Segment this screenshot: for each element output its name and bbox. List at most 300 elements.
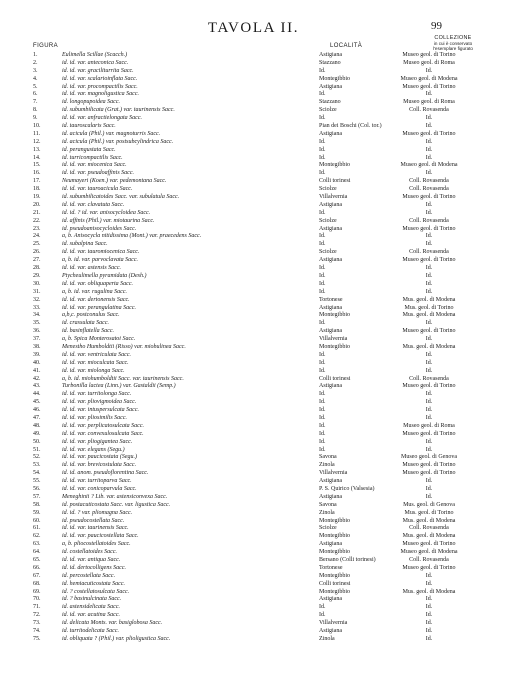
locality: Id. xyxy=(319,170,326,177)
column-header-figura: FIGURA xyxy=(33,43,59,49)
species-name: id. longopupoidea Sacc. xyxy=(62,99,120,106)
collection: Id. xyxy=(425,399,433,406)
locality: Id. xyxy=(319,288,326,295)
figure-number: 39. xyxy=(33,351,41,358)
locality: Montegibbio xyxy=(319,312,350,319)
list-item xyxy=(0,589,507,597)
species-name: a, b. id. miohumboldtii Sacc. var. taurinensis Sacc. xyxy=(62,375,184,382)
locality: Id. xyxy=(319,359,326,366)
figure-number: 8. xyxy=(33,107,38,114)
figure-number: 49. xyxy=(33,430,41,437)
figure-number: 58. xyxy=(33,501,41,508)
list-item xyxy=(0,525,507,533)
species-name: id. id. var. graciliturrita Sacc. xyxy=(62,67,134,74)
list-item xyxy=(0,399,507,407)
locality: Astigiana xyxy=(319,201,342,208)
collection: Coll. Rovasenda xyxy=(409,186,449,193)
species-name: id. acicula (Phil.) var. magnoturris Sacc. xyxy=(62,130,161,137)
species-name: a, b. pliocostellatoides Sacc. xyxy=(62,541,131,548)
collection: Id. xyxy=(425,446,433,453)
figure-number: 57. xyxy=(33,493,41,500)
figure-number: 55. xyxy=(33,478,41,485)
list-item xyxy=(0,84,507,92)
list-item xyxy=(0,131,507,139)
figure-number: 32. xyxy=(33,296,41,303)
locality: Astigiana xyxy=(319,596,342,603)
species-name: id. id. var. antiqua Sacc. xyxy=(62,557,121,563)
locality: Id. xyxy=(319,430,326,437)
locality: Sciolze xyxy=(319,217,337,224)
list-item xyxy=(0,155,507,163)
list-item xyxy=(0,218,507,226)
list-item xyxy=(0,628,507,636)
species-name: a, b. Spica Monterosatoi Sacc. xyxy=(62,336,136,343)
figure-number: 25. xyxy=(33,241,41,248)
list-item xyxy=(0,360,507,368)
locality: Montegibbio xyxy=(319,75,350,82)
species-name: id. id. var. tauroacicula Sacc. xyxy=(62,186,133,193)
list-item xyxy=(0,320,507,328)
figure-number: 23. xyxy=(33,225,41,232)
list-item xyxy=(0,494,507,502)
figure-number: 15. xyxy=(33,162,41,169)
collection: Id. xyxy=(425,620,433,627)
list-item xyxy=(0,289,507,297)
collection: Id. xyxy=(425,265,433,272)
figure-number: 27. xyxy=(33,257,41,264)
list-item xyxy=(0,557,507,565)
list-item xyxy=(0,107,507,115)
species-name: id. astensidelicata Sacc. xyxy=(62,604,120,611)
figure-number: 2. xyxy=(33,59,38,66)
locality: Colli torinesi xyxy=(319,375,351,382)
figure-number: 13. xyxy=(33,146,41,153)
collection: Id. xyxy=(425,336,433,343)
collection: Coll. Rovasenda xyxy=(409,557,449,563)
figure-number: 60. xyxy=(33,517,41,524)
list-item xyxy=(0,454,507,462)
collection: Mus. geol. di Modena xyxy=(402,296,456,303)
figure-number: 45. xyxy=(33,399,41,406)
species-name: id. delicata Monts. var. basiglobosa Sacc. xyxy=(62,620,163,627)
collection: Museo geol. di Torino xyxy=(402,225,456,232)
figure-number: 4. xyxy=(33,75,38,82)
collection: Id. xyxy=(425,604,433,611)
figure-number: 9. xyxy=(33,115,38,122)
list-item xyxy=(0,139,507,147)
species-name: id. id. dertocolligens Sacc. xyxy=(62,564,126,571)
collection: Mus. geol. di Modena xyxy=(402,343,456,350)
species-name: id. id. var. procompactilis Sacc. xyxy=(62,83,138,90)
locality: Astigiana xyxy=(319,493,342,500)
figure-number: 59. xyxy=(33,509,41,516)
locality: Id. xyxy=(319,241,326,248)
locality: Astigiana xyxy=(319,628,342,635)
locality: Id. xyxy=(319,367,326,374)
list-item xyxy=(0,115,507,123)
collection: Coll. Rovasenda xyxy=(409,525,449,532)
species-name: id. id. var. paucicostellata Sacc. xyxy=(62,533,139,540)
collection: Id. xyxy=(425,485,433,492)
figure-number: 12. xyxy=(33,138,41,145)
collection: Museo geol. di Torino xyxy=(402,470,456,477)
list-item xyxy=(0,352,507,360)
list-item xyxy=(0,407,507,415)
species-name: id. id. var. magnoligustica Sacc. xyxy=(62,91,139,98)
species-name: id. id. var. elegans (Segu.) xyxy=(62,446,125,453)
collection: Id. xyxy=(425,635,433,642)
locality: Colli torinesi xyxy=(319,178,351,185)
figure-number: 28. xyxy=(33,265,41,272)
locality: Id. xyxy=(319,115,326,122)
species-name: id. id. var. turritolonga Sacc. xyxy=(62,391,132,398)
figure-number: 18. xyxy=(33,186,41,193)
species-name: id. id. var. scalarioinflata Sacc. xyxy=(62,75,138,82)
collection: Id. xyxy=(425,320,433,327)
collection: Museo geol. di Torino xyxy=(402,383,456,390)
collection: Id. xyxy=(425,241,433,248)
figure-number: 10. xyxy=(33,123,41,130)
collection: Coll. Rovasenda xyxy=(409,375,449,382)
collection: Id. xyxy=(425,612,433,619)
list-item xyxy=(0,478,507,486)
locality: Savona xyxy=(319,454,337,461)
species-name: id. costellatoides Sacc. xyxy=(62,549,117,556)
list-item xyxy=(0,541,507,549)
locality: Id. xyxy=(319,399,326,406)
figure-number: 1. xyxy=(33,52,38,58)
species-name: id. pseudocostellata Sacc. xyxy=(62,517,125,524)
species-name: id. id. var. brevicostulata Sacc. xyxy=(62,462,137,469)
list-item xyxy=(0,596,507,604)
figure-number: 20. xyxy=(33,201,41,208)
figure-number: 47. xyxy=(33,414,41,421)
locality: Montegibbio xyxy=(319,572,350,579)
collection: Coll. Rovasenda xyxy=(409,217,449,224)
figure-number: 43. xyxy=(33,383,41,390)
locality: Id. xyxy=(319,67,326,74)
list-item xyxy=(0,604,507,612)
figure-number: 22. xyxy=(33,217,41,224)
species-name: id. id. var. clavatuta Sacc. xyxy=(62,201,125,208)
locality: Astigiana xyxy=(319,130,342,137)
figure-number: 33. xyxy=(33,304,41,311)
species-name: id. id. var. intuspersulcata Sacc. xyxy=(62,407,139,414)
species-name: id. id. var. perangulatina Sacc. xyxy=(62,304,136,311)
collection: Museo geol. di Torino xyxy=(402,541,456,548)
collection: Mus. geol. di Modena xyxy=(402,588,456,595)
figure-number: 19. xyxy=(33,194,41,201)
species-name: Turbonilla lactea (Linn.) var. Gastaldii (Semp.) xyxy=(62,383,176,390)
figure-number: 71. xyxy=(33,604,41,611)
locality: Tortonese xyxy=(319,564,343,571)
species-name: id. id. anom. pseudoflorentina Sacc. xyxy=(62,470,149,477)
species-name: id. hemiacuticostata Sacc. xyxy=(62,580,125,587)
species-name: a, b. Anisocycla nitidissima (Mont.) var. praecedens Sacc. xyxy=(62,233,202,240)
species-name: a, b. id. var. parvoclavata Sacc. xyxy=(62,257,138,264)
collection: Mus. geol. di Modena xyxy=(402,312,456,319)
species-name: id. ? costellatosulcata Sacc. xyxy=(62,588,130,595)
locality: Zinola xyxy=(319,509,335,516)
collection: Id. xyxy=(425,154,433,161)
species-name: id. turricompactilis Sacc. xyxy=(62,154,123,161)
collection: Museo geol. di Torino xyxy=(402,130,456,137)
list-item xyxy=(0,281,507,289)
locality: Id. xyxy=(319,272,326,279)
species-name: Menestho Humboldtii (Risso) var. miobulinea Sacc. xyxy=(62,343,186,350)
locality: Id. xyxy=(319,233,326,240)
figure-number: 50. xyxy=(33,438,41,445)
collection: Id. xyxy=(425,123,433,130)
list-item xyxy=(0,581,507,589)
species-name: id. tauroscalaris Sacc. xyxy=(62,123,116,130)
figure-number: 26. xyxy=(33,249,41,256)
list-item xyxy=(0,305,507,313)
figure-number: 51. xyxy=(33,446,41,453)
collection: Museo geol. di Modena xyxy=(400,162,458,169)
figure-number: 53. xyxy=(33,462,41,469)
list-item xyxy=(0,210,507,218)
collection: Id. xyxy=(425,414,433,421)
list-item xyxy=(0,194,507,202)
figure-number: 42. xyxy=(33,375,41,382)
collection: Id. xyxy=(425,272,433,279)
collection: Museo geol. di Roma xyxy=(403,422,455,429)
species-name: id. id. var. pliovigmoidea Sacc. xyxy=(62,399,137,406)
figure-number: 40. xyxy=(33,359,41,366)
collection: Museo geol. di Torino xyxy=(402,83,456,90)
locality: Tortonese xyxy=(319,296,343,303)
collection: Id. xyxy=(425,115,433,122)
locality: Sciolze xyxy=(319,186,337,193)
locality: Bersano (Colli torinesi) xyxy=(319,557,376,563)
list-item xyxy=(0,431,507,439)
list-item xyxy=(0,265,507,273)
figure-number: 11. xyxy=(33,130,41,137)
list-item xyxy=(0,52,507,60)
species-name: a, b. id. var. rugulina Sacc. xyxy=(62,288,127,295)
figure-number: 73. xyxy=(33,620,41,627)
species-name: id. pseudoanisocycloides Sacc. xyxy=(62,225,137,232)
locality: P. S. Quirico (Valsesia) xyxy=(319,485,375,492)
collection: Museo geol. di Torino xyxy=(402,52,456,58)
collection: Museo geol. di Torino xyxy=(402,328,456,335)
figure-number: 41. xyxy=(33,367,41,374)
figure-number: 46. xyxy=(33,407,41,414)
list-item xyxy=(0,549,507,557)
species-name: id. id. var. pliogigantea Sacc. xyxy=(62,438,133,445)
list-item xyxy=(0,368,507,376)
collection: Id. xyxy=(425,628,433,635)
locality: Villalvernia xyxy=(319,620,348,627)
species-name: id. id. var. pliosimilis Sacc. xyxy=(62,414,127,421)
species-name: id. id. var. turritoparva Sacc. xyxy=(62,478,132,485)
collection: Museo geol. di Torino xyxy=(402,194,456,201)
locality: Id. xyxy=(319,209,326,216)
list-item xyxy=(0,186,507,194)
figure-number: 37. xyxy=(33,336,41,343)
list-item xyxy=(0,257,507,265)
collection: Id. xyxy=(425,438,433,445)
species-name: id. id. var. ventriculata Sacc. xyxy=(62,351,131,358)
list-item xyxy=(0,391,507,399)
species-name: id. id. var. anfractielongata Sacc. xyxy=(62,115,142,122)
collection: Id. xyxy=(425,146,433,153)
species-name: id. id. var. tauromiocenica Sacc. xyxy=(62,249,140,256)
locality: Montegibbio xyxy=(319,343,350,350)
figure-number: 31. xyxy=(33,288,41,295)
species-name: id. postacuticostata Sacc. var. ligustica Sacc. xyxy=(62,501,171,508)
species-name: id. subalpina Sacc. xyxy=(62,241,108,248)
locality: Montegibbio xyxy=(319,162,350,169)
species-name: id. affinis (Phil.) var. miotaurina Sacc. xyxy=(62,217,155,224)
species-name: id. id. var. acutina Sacc. xyxy=(62,612,120,619)
collection: Museo geol. di Roma xyxy=(403,59,455,66)
locality: Montegibbio xyxy=(319,533,350,540)
collection: Mus. geol. di Torino xyxy=(404,304,454,311)
collection: Id. xyxy=(425,407,433,414)
collection-heading xyxy=(417,36,489,51)
collection: Museo geol. di Torino xyxy=(402,462,456,469)
list-item xyxy=(0,233,507,241)
locality: Id. xyxy=(319,91,326,98)
locality: Id. xyxy=(319,612,326,619)
species-name: id. id. var. mioculcata Sacc. xyxy=(62,359,129,366)
list-item xyxy=(0,620,507,628)
figure-number: 69. xyxy=(33,588,41,595)
figure-number: 7. xyxy=(33,99,38,106)
figure-number: 14. xyxy=(33,154,41,161)
species-name: id. perangustata Sacc. xyxy=(62,146,116,153)
locality: Montegibbio xyxy=(319,549,350,556)
locality: Astigiana xyxy=(319,541,342,548)
locality: Id. xyxy=(319,146,326,153)
collection: Coll. Rovasenda xyxy=(409,107,449,114)
collection: Museo geol. di Torino xyxy=(402,430,456,437)
list-item xyxy=(0,123,507,131)
collection: Museo geol. di Modena xyxy=(400,75,458,82)
list-item xyxy=(0,312,507,320)
figure-number: 52. xyxy=(33,454,41,461)
locality: Astigiana xyxy=(319,257,342,264)
locality: Astigiana xyxy=(319,225,342,232)
collection: Id. xyxy=(425,201,433,208)
figure-number: 38. xyxy=(33,343,41,350)
list-item xyxy=(0,510,507,518)
species-name: Eulimella Scillae (Scacch.) xyxy=(62,52,128,58)
list-item xyxy=(0,612,507,620)
figure-number: 24. xyxy=(33,233,41,240)
figure-number: 17. xyxy=(33,178,41,185)
collection: Id. xyxy=(425,572,433,579)
species-name: id. acicula (Phil.) var. postsubcylindrica Sacc. xyxy=(62,138,174,145)
page-number: 99 xyxy=(431,20,442,32)
collection-heading-note-1: in cui è conservato xyxy=(433,41,473,46)
list-item xyxy=(0,202,507,210)
species-name: id. subumbilicata (Grat.) var. taurinensis Sacc. xyxy=(62,107,175,114)
collection: Id. xyxy=(425,233,433,240)
species-name: Ptycheulimella pyramidata (Desh.) xyxy=(62,272,147,279)
collection: Id. xyxy=(425,478,433,485)
species-name: id. id. var. pseudoaffinis Sacc. xyxy=(62,170,134,177)
locality: Id. xyxy=(319,604,326,611)
locality: Astigiana xyxy=(319,478,342,485)
figure-number: 21. xyxy=(33,209,41,216)
figure-number: 74. xyxy=(33,628,41,635)
species-name: Meneghinii ? Lib. var. astensiconvexa Sacc. xyxy=(62,493,168,500)
collection: Id. xyxy=(425,596,433,603)
locality: Id. xyxy=(319,414,326,421)
collection: Id. xyxy=(425,209,433,216)
locality: Id. xyxy=(319,422,326,429)
list-item xyxy=(0,423,507,431)
collection: Mus. geol. di Modena xyxy=(402,517,456,524)
collection: Museo geol. di Genova xyxy=(401,454,457,461)
figure-number: 67. xyxy=(33,572,41,579)
list-item xyxy=(0,297,507,305)
locality: Zinola xyxy=(319,635,335,642)
species-name: id. id. var. dertonensis Sacc. xyxy=(62,296,130,303)
list-item xyxy=(0,68,507,76)
figure-number: 36. xyxy=(33,328,41,335)
species-name: id. id. ? id. var. anisocycloidea Sacc. xyxy=(62,209,151,216)
species-name: id. percostellata Sacc. xyxy=(62,572,116,579)
collection: Museo geol. di Modena xyxy=(400,549,458,556)
species-name: id. subumbilicatoides Sacc. var. subulatula Sacc. xyxy=(62,194,180,201)
species-name: id. crassulata Sacc. xyxy=(62,320,109,327)
collection: Id. xyxy=(425,67,433,74)
locality: Villalvernia xyxy=(319,194,348,201)
list-item xyxy=(0,147,507,155)
locality: Savona xyxy=(319,501,337,508)
figure-number: 6. xyxy=(33,91,38,98)
list-item xyxy=(0,328,507,336)
species-name: a,b,c. postconulus Sacc. xyxy=(62,312,120,319)
locality: Astigiana xyxy=(319,83,342,90)
locality: Sciolze xyxy=(319,525,337,532)
figure-number: 75. xyxy=(33,635,41,642)
collection: Id. xyxy=(425,91,433,98)
list-item xyxy=(0,60,507,68)
locality: Astigiana xyxy=(319,328,342,335)
species-name: id. id. var. miolonga Sacc. xyxy=(62,367,125,374)
locality: Astigiana xyxy=(319,383,342,390)
figure-number: 64. xyxy=(33,549,41,556)
locality: Id. xyxy=(319,438,326,445)
list-item xyxy=(0,470,507,478)
figure-number: 54. xyxy=(33,470,41,477)
list-item xyxy=(0,91,507,99)
locality: Villalvernia xyxy=(319,470,348,477)
collection: Id. xyxy=(425,493,433,500)
collection: Museo geol. di Torino xyxy=(402,564,456,571)
figure-number: 30. xyxy=(33,280,41,287)
list-item xyxy=(0,533,507,541)
locality: Colli torinesi xyxy=(319,580,351,587)
list-item xyxy=(0,573,507,581)
locality: Montegibbio xyxy=(319,588,350,595)
plate-index-list xyxy=(0,52,507,644)
locality: Id. xyxy=(319,351,326,358)
list-item xyxy=(0,76,507,84)
figure-number: 66. xyxy=(33,564,41,571)
locality: Stazzano xyxy=(319,99,341,106)
list-item xyxy=(0,249,507,257)
species-name: id. id. var. anteconica Sacc. xyxy=(62,59,129,66)
figure-number: 70. xyxy=(33,596,41,603)
figure-number: 35. xyxy=(33,320,41,327)
figure-number: 62. xyxy=(33,533,41,540)
